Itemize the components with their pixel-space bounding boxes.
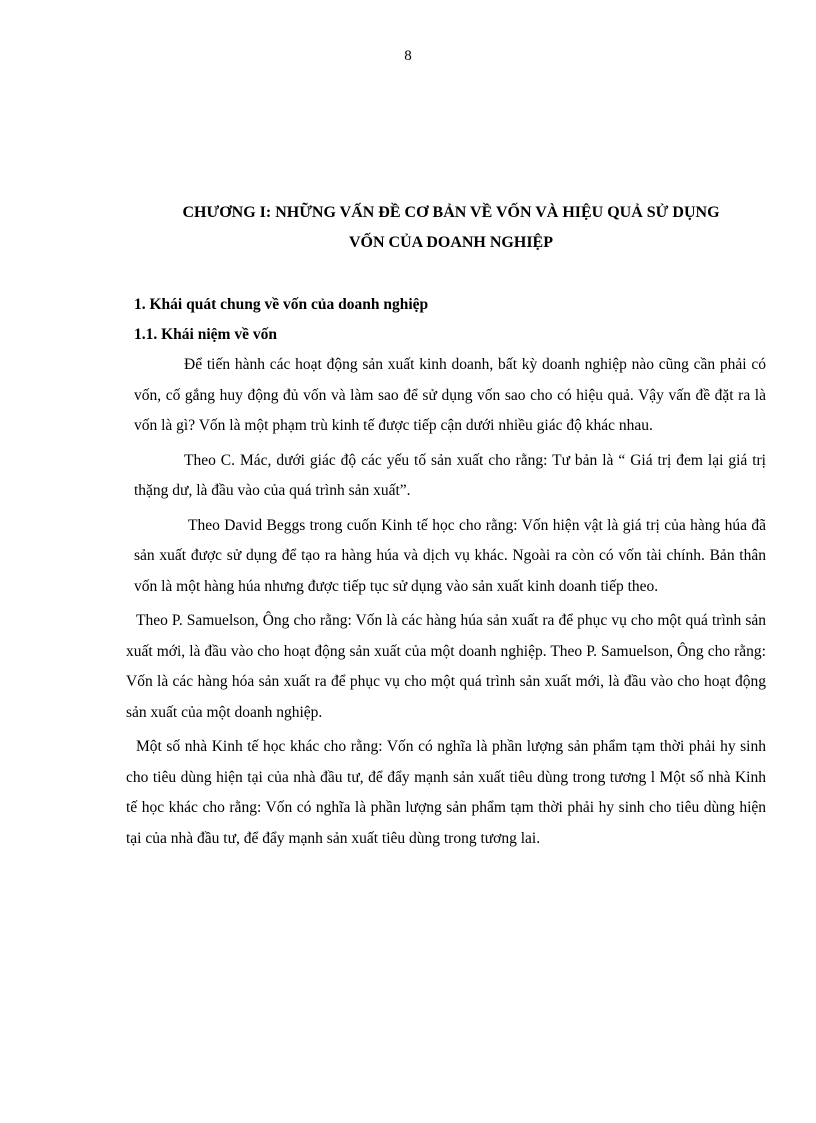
- section-heading-1-1: 1.1. Khái niệm về vốn: [134, 326, 277, 343]
- page-number: 8: [404, 48, 412, 64]
- document-body: [126, 290, 766, 858]
- paragraph-intro: Để tiến hành các hoạt động sản xuất kinh doanh, bất kỳ doanh nghiệp nào cũng cần phải có vốn, cố gắng huy động đủ vốn và làm sao để sử dụng vốn sao cho có hiệu quả. Vậy vấn đề đặt ra là vốn là gì? Vốn là một phạm trù kinh tế được tiếp cận dưới nhiều giác độ khác nhau.: [134, 356, 766, 434]
- paragraph-other-economists: Một số nhà Kinh tế học khác cho rằng: Vốn có nghĩa là phần lượng sản phẩm tạm thời phải hy sinh cho tiêu dùng hiện tại của nhà đầu tư, để đẩy mạnh sản xuất tiêu dùng trong tương l Một số nhà Kinh tế học khác cho rằng: Vốn có nghĩa là phần lượng sản phẩm tạm thời phải hy sinh cho tiêu dùng hiện tại của nhà đầu tư, để đẩy mạnh sản xuất tiêu dùng trong tương lai.: [126, 738, 766, 847]
- chapter-title-line-1: CHƯƠNG I: NHỮNG VẤN ĐỀ CƠ BẢN VỀ VỐN VÀ HIỆU QUẢ SỬ DỤNG: [182, 204, 720, 221]
- paragraph-marx: Theo C. Mác, dưới giác độ các yếu tố sản xuất cho rằng: Tư bản là “ Giá trị đem lại giá trị thặng dư, là đầu vào của quá trình sản xuất”.: [134, 451, 766, 499]
- paragraph-beggs: Theo David Beggs trong cuốn Kinh tế học cho rằng: Vốn hiện vật là giá trị của hàng húa đã sản xuất được sử dụng để tạo ra hàng húa và dịch vụ khác. Ngoài ra còn có vốn tài chính. Bản thân vốn là một hàng húa nhưng được tiếp tục sử dụng vào sản xuất kinh doanh tiếp theo.: [134, 516, 766, 595]
- chapter-title: [124, 198, 778, 258]
- chapter-title-line-2: VỐN CỦA DOANH NGHIỆP: [348, 234, 553, 251]
- section-heading-1: 1. Khái quát chung về vốn của doanh nghiệp: [134, 296, 429, 313]
- paragraph-samuelson: Theo P. Samuelson, Ông cho rằng: Vốn là các hàng húa sản xuất ra để phục vụ cho một quá trình sản xuất mới, là đầu vào cho hoạt động sản xuất của một doanh nghiệp. Theo P. Samuelson, Ông cho rằng: Vốn là các hàng hóa sản xuất ra để phục vụ cho một quá trình sản xuất mới, là đầu vào cho hoạt động sản xuất của một doanh nghiệp.: [126, 612, 766, 721]
